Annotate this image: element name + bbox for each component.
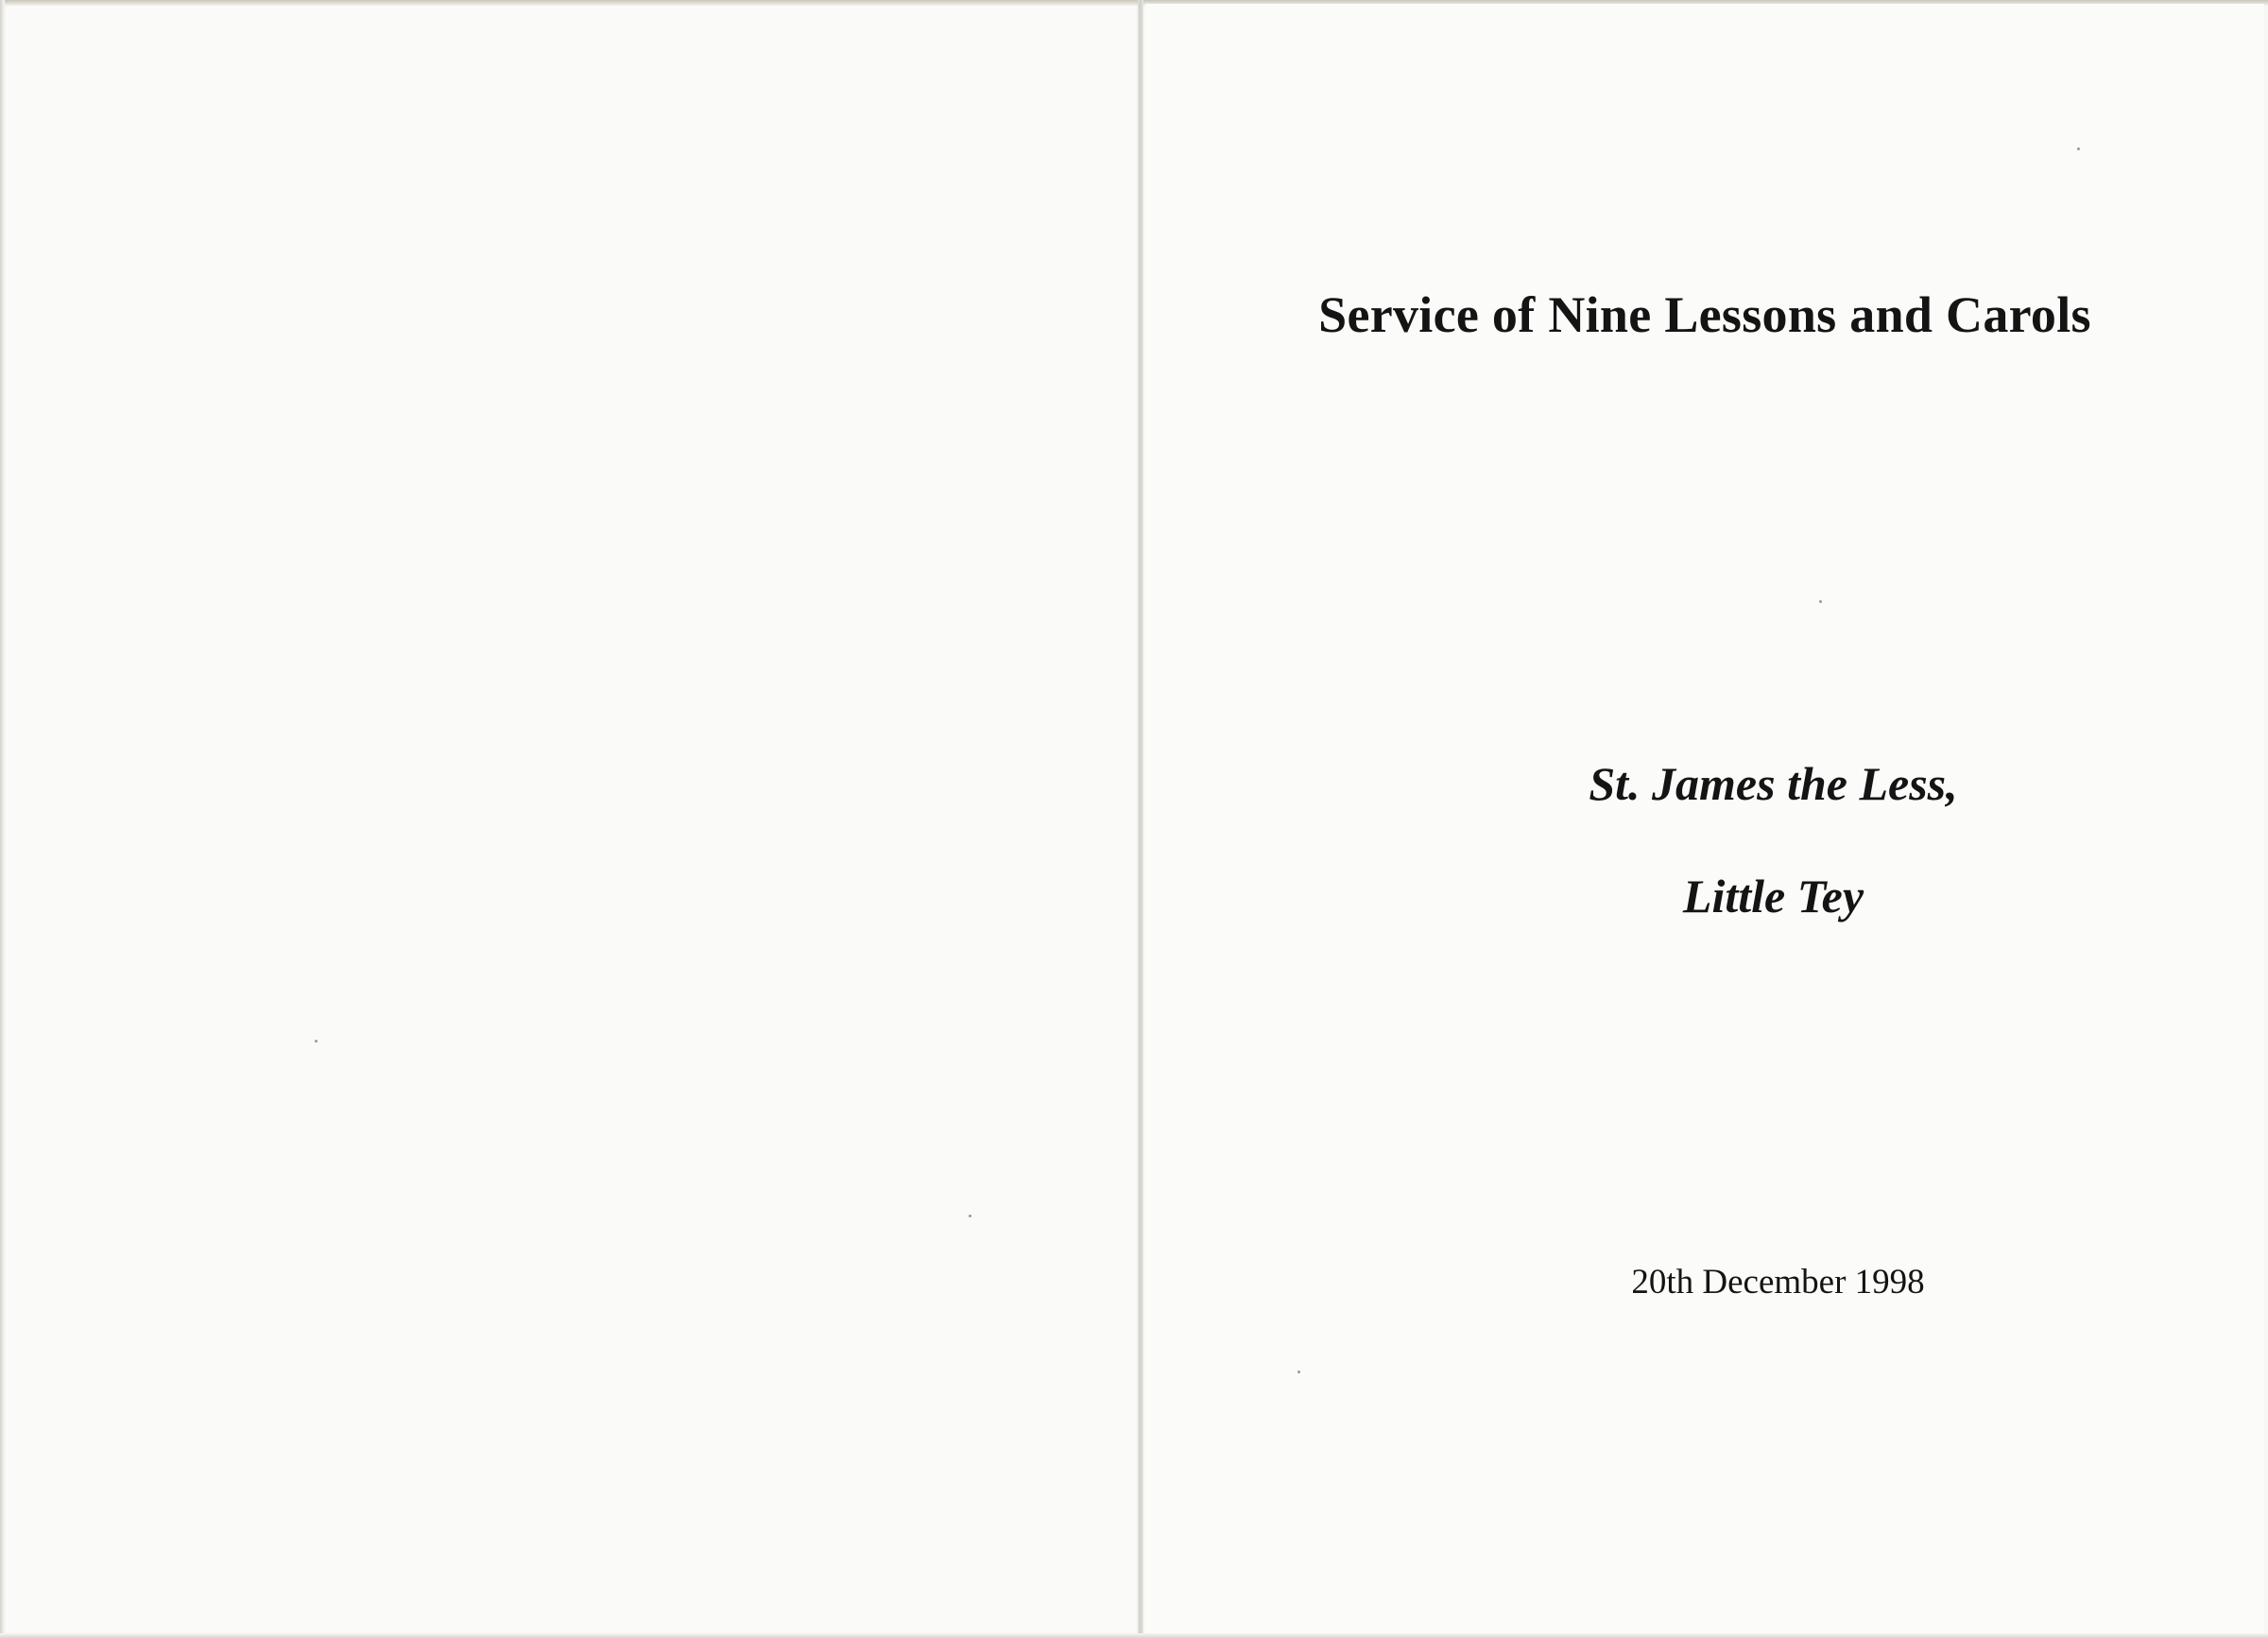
church-name: St. James the Less, — [1589, 757, 1958, 810]
paper-edge-left — [0, 0, 5, 1638]
service-date: 20th December 1998 — [1631, 1263, 1925, 1302]
village-name: Little Tey — [1682, 870, 1864, 922]
paper-speck — [315, 1040, 318, 1043]
service-title: Service of Nine Lessons and Carols — [1318, 286, 2091, 343]
center-fold — [1138, 0, 1143, 1638]
paper-speck — [1819, 600, 1822, 603]
paper-speck — [2077, 147, 2080, 150]
paper-speck — [1297, 1371, 1300, 1373]
inside-back-page — [6, 6, 1136, 1632]
front-cover-page — [1145, 4, 2264, 1634]
paper-edge-bottom — [0, 1633, 2268, 1638]
paper-speck — [969, 1215, 971, 1217]
